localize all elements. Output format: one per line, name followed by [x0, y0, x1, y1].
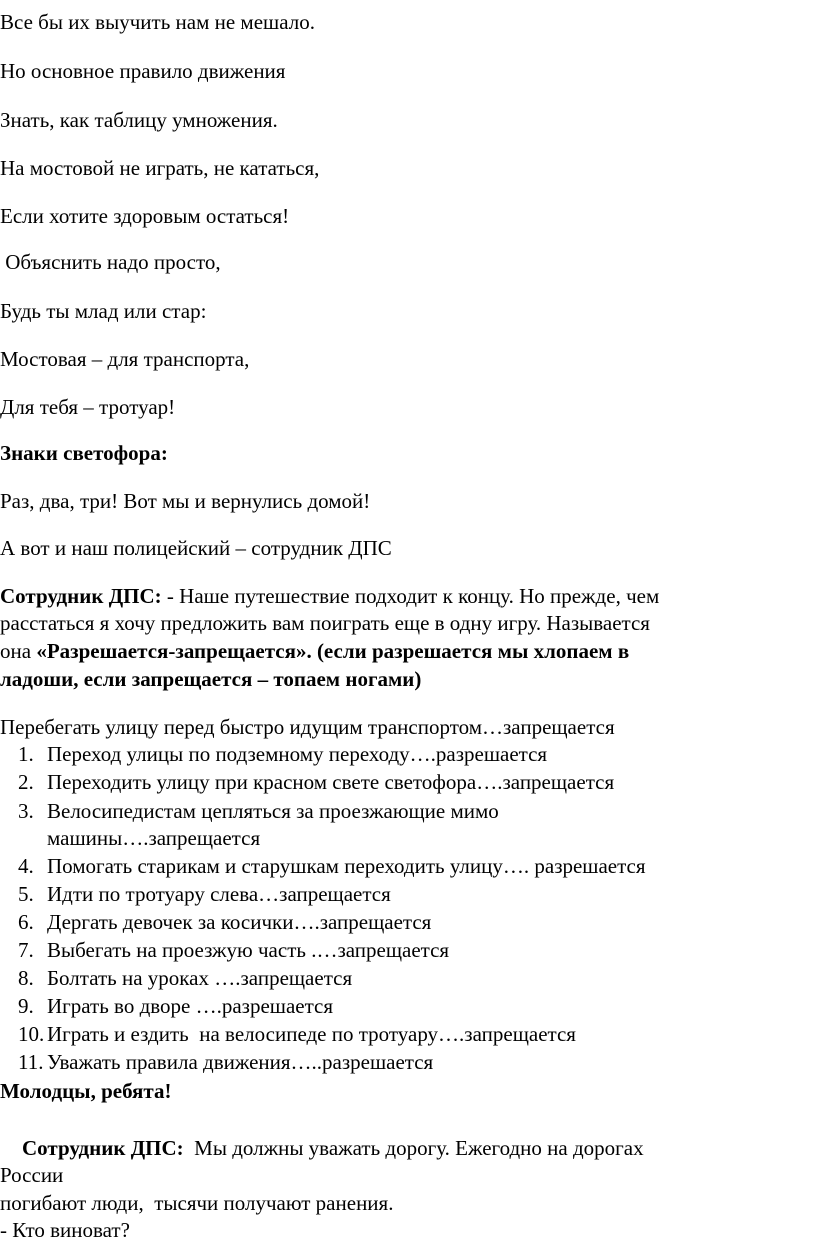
- verse-line: Все бы их выучить нам не мешало.: [0, 10, 315, 34]
- verse-line: На мостовой не играть, не кататься,: [0, 156, 320, 180]
- list-item-text: Дергать девочек за косички….запрещается: [47, 910, 432, 934]
- verse-line: Будь ты млад или стар:: [0, 299, 207, 323]
- list-item-text: машины….запрещается: [47, 826, 261, 850]
- list-item-text: Болтать на уроках ….запрещается: [47, 966, 353, 990]
- list-item: [0, 964, 816, 992]
- list-item-continuation: [0, 824, 816, 852]
- dps-speech-line: погибают люди, тысячи получают ранения.: [0, 1191, 394, 1215]
- list-item-text: Велосипедистам цепляться за проезжающие мимо: [47, 799, 499, 823]
- dps-speech-line: ладоши, если запрещается – топаем ногами): [0, 667, 422, 691]
- list-number: 5.: [18, 882, 34, 906]
- list-item: [0, 1020, 816, 1048]
- verse-line: Но основное правило движения: [0, 59, 286, 83]
- list-item-text: Уважать правила движения…..разрешается: [47, 1050, 434, 1074]
- dps-speech-line: - Кто виноват?: [0, 1218, 130, 1242]
- speech-text: Мы должны уважать дорогу. Ежегодно на дорогах: [183, 1136, 644, 1160]
- list-item: [0, 880, 816, 908]
- list-number: 3.: [18, 799, 34, 823]
- dps-speech-line: расстаться я хочу предложить вам поиграть еще в одну игру. Называется: [0, 611, 650, 635]
- list-item-text: Помогать старикам и старушкам переходить улицу…. разрешается: [47, 854, 646, 878]
- verse-line: Для тебя – тротуар!: [0, 395, 176, 419]
- list-number: 1.: [18, 742, 34, 766]
- list-item: [0, 768, 816, 796]
- list-item: [0, 908, 816, 936]
- verse-line: Объяснить надо просто,: [0, 250, 221, 274]
- verse-line: Знать, как таблицу умножения.: [0, 108, 278, 132]
- list-item-text: Переходить улицу при красном свете светофора….запрещается: [47, 770, 615, 794]
- intro-line: Раз, два, три! Вот мы и вернулись домой!: [0, 489, 371, 513]
- game-first-line: Перебегать улицу перед быстро идущим транспортом…запрещается: [0, 715, 615, 739]
- list-number: 8.: [18, 966, 34, 990]
- dps-speech-line: России: [0, 1163, 64, 1187]
- speech-text: - Наше путешествие подходит к концу. Но прежде, чем: [161, 584, 660, 608]
- list-item: [0, 992, 816, 1020]
- list-item-text: Переход улицы по подземному переходу….разрешается: [47, 742, 548, 766]
- list-number: 10.: [18, 1022, 45, 1046]
- verse-line: Если хотите здоровым остаться!: [0, 204, 290, 228]
- speaker-label: Сотрудник ДПС:: [0, 584, 162, 608]
- verse-line: Мостовая – для транспорта,: [0, 347, 250, 371]
- list-number: 4.: [18, 854, 34, 878]
- list-item: [0, 936, 816, 964]
- list-item-text: Играть и ездить на велосипеде по тротуару….запрещается: [47, 1022, 576, 1046]
- praise-line: Молодцы, ребята!: [0, 1079, 172, 1103]
- section-heading: Знаки светофора:: [0, 441, 168, 465]
- intro-line: А вот и наш полицейский – сотрудник ДПС: [0, 536, 392, 560]
- list-number: 9.: [18, 994, 34, 1018]
- list-item: [0, 852, 816, 880]
- speech-text: она: [0, 639, 37, 663]
- speaker-label: Сотрудник ДПС:: [22, 1136, 184, 1160]
- list-item: [0, 797, 816, 825]
- dps-speech-line: [22, 1134, 644, 1162]
- list-number: 11.: [18, 1050, 44, 1074]
- list-item: [0, 740, 816, 768]
- dps-speech-line: [0, 582, 659, 610]
- list-item-text: Идти по тротуару слева…запрещается: [47, 882, 391, 906]
- list-item: [0, 1048, 816, 1076]
- game-title: «Разрешается-запрещается». (если разрешается мы хлопаем в: [36, 639, 630, 663]
- list-number: 7.: [18, 938, 34, 962]
- list-number: 6.: [18, 910, 34, 934]
- dps-speech-line: [0, 637, 629, 665]
- list-number: 2.: [18, 770, 34, 794]
- list-item-text: Играть во дворе ….разрешается: [47, 994, 334, 1018]
- list-item-text: Выбегать на проезжую часть .…запрещается: [47, 938, 450, 962]
